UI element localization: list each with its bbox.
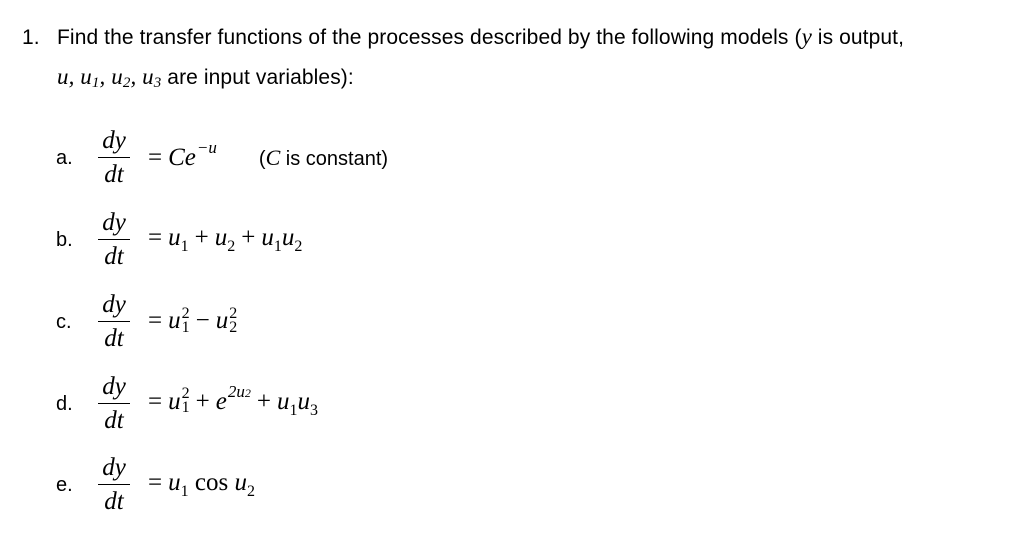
problem-statement-line-2 <box>57 64 354 92</box>
input-sub-2: 2 <box>122 75 131 91</box>
cos-function: cos <box>194 469 229 496</box>
subscript: 2 <box>229 318 238 336</box>
subscript: 1 <box>181 318 190 336</box>
equation-letter: a. <box>56 146 73 169</box>
subscript: 1 <box>273 238 282 255</box>
exp-base: e <box>215 388 227 415</box>
equation-rhs <box>142 304 238 336</box>
sup-sub-stack <box>182 387 190 415</box>
subscript: 2 <box>246 483 255 500</box>
problem-text-start: Find the transfer functions of the processes described by the following models ( <box>57 26 802 49</box>
equation-a <box>56 122 388 194</box>
fraction-denominator: dt <box>104 488 124 516</box>
fraction-numerator: dy <box>102 126 126 154</box>
var-u: u <box>215 307 229 335</box>
plus-sign: + <box>241 224 256 251</box>
plus-sign: + <box>195 388 210 415</box>
equation-letter: c. <box>56 310 72 333</box>
equation-letter: b. <box>56 228 73 251</box>
note-c: C <box>265 145 281 170</box>
var-u: u <box>234 469 247 496</box>
problem-number: 1. <box>22 26 40 49</box>
var-u: u <box>168 469 181 496</box>
plus-sign: + <box>194 224 209 251</box>
superscript: 2 <box>181 304 190 322</box>
fraction-numerator: dy <box>102 453 126 481</box>
fraction-denominator: dt <box>104 325 124 353</box>
input-variables: u, u <box>57 64 92 89</box>
fraction-numerator: dy <box>102 290 126 318</box>
equals-sign: = <box>148 388 163 415</box>
constant-c: C <box>168 144 185 171</box>
derivative-fraction <box>96 372 132 437</box>
sup-sub-stack <box>229 304 238 336</box>
input-sub-3: 3 <box>153 75 162 91</box>
equation-rhs <box>142 138 217 172</box>
output-variable: y <box>801 24 812 49</box>
equation-rhs <box>142 224 302 256</box>
note-text: is constant) <box>280 148 389 170</box>
problem-text-end: is output, <box>811 26 905 49</box>
exponent <box>228 382 251 401</box>
exp-base: e <box>184 144 196 171</box>
equals-sign: = <box>148 469 163 496</box>
fraction-numerator: dy <box>102 372 126 400</box>
fraction-denominator: dt <box>104 161 124 189</box>
var-u: u <box>168 224 181 251</box>
equals-sign: = <box>148 307 163 335</box>
subscript: 1 <box>180 483 189 500</box>
equation-b <box>56 204 302 276</box>
var-u: u <box>261 224 274 251</box>
equation-rhs <box>142 382 318 420</box>
minus-sign: − <box>195 307 210 335</box>
subscript: 1 <box>289 402 298 419</box>
fraction-denominator: dt <box>104 407 124 435</box>
fraction-denominator: dt <box>104 243 124 271</box>
equation-rhs <box>142 469 255 501</box>
var-u: u <box>297 388 310 415</box>
var-u: u <box>168 388 181 415</box>
derivative-fraction <box>96 290 132 355</box>
fraction-numerator: dy <box>102 208 126 236</box>
plus-sign: + <box>256 388 271 415</box>
subscript: 2 <box>294 238 303 255</box>
superscript: 2 <box>229 304 238 322</box>
note-paren: ( <box>258 148 266 170</box>
sup-sub-stack <box>181 304 190 336</box>
exponent-main: 2u <box>227 382 245 401</box>
var-u: u <box>168 307 181 335</box>
subscript: 1 <box>181 399 190 417</box>
constant-note <box>259 145 388 171</box>
equals-sign: = <box>148 224 163 251</box>
subscript: 3 <box>309 402 318 419</box>
exponent: −u <box>196 138 217 157</box>
equals-sign: = <box>148 144 163 171</box>
equation-letter: e. <box>56 473 73 496</box>
input-sep-2: , u <box>99 64 123 89</box>
input-sep-3: , u <box>130 64 154 89</box>
derivative-fraction <box>96 208 132 273</box>
problem-statement-line-1 <box>22 24 904 50</box>
var-u: u <box>281 224 295 251</box>
var-u: u <box>214 224 228 251</box>
equation-e <box>56 449 255 521</box>
derivative-fraction <box>96 453 132 518</box>
input-sub-1: 1 <box>91 75 100 91</box>
subscript: 1 <box>180 238 189 255</box>
equation-letter: d. <box>56 392 73 415</box>
derivative-fraction <box>96 126 132 191</box>
var-u: u <box>276 388 290 415</box>
exponent-subscript: 2 <box>244 386 251 400</box>
subscript: 2 <box>227 238 236 255</box>
superscript: 2 <box>181 385 190 403</box>
problem-text-line2-end: are input variables): <box>161 66 354 89</box>
equation-c <box>56 286 237 358</box>
equation-d <box>56 368 318 440</box>
